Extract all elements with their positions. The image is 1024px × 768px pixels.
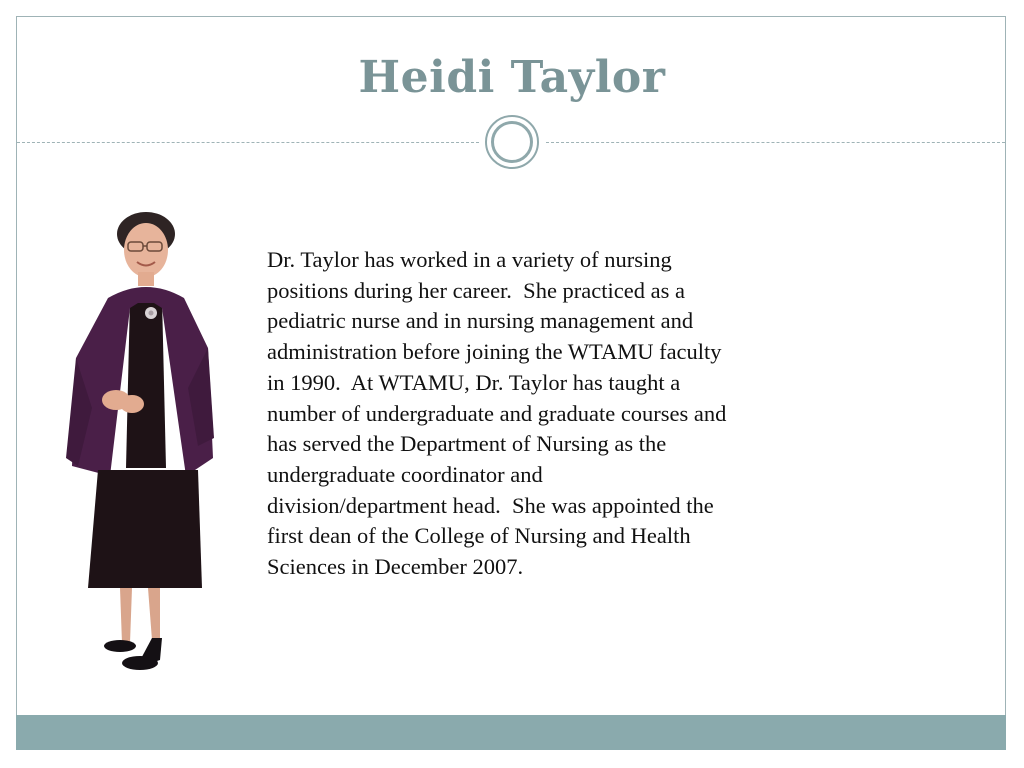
bio-line: in 1990. At WTAMU, Dr. Taylor has taught a <box>267 369 681 395</box>
title-divider-right <box>546 142 1005 143</box>
bio-line: has served the Department of Nursing as the <box>267 431 667 457</box>
shoe-shape <box>104 640 136 652</box>
bio-line: Dr. Taylor has worked in a variety of nursing <box>267 247 672 272</box>
bio-line: first dean of the College of Nursing and Health <box>267 523 691 549</box>
circle-ornament-icon <box>485 115 539 169</box>
slide-title: Heidi Taylor <box>358 52 666 103</box>
skirt-shape <box>88 470 202 588</box>
bio-line: positions during her career. She practiced as a <box>267 277 685 303</box>
title-divider-left <box>17 142 479 143</box>
bio-line: pediatric nurse and in nursing management and <box>267 308 694 334</box>
bio-line: division/department head. She was appointed the <box>267 492 714 518</box>
bio-text <box>267 245 867 583</box>
bio-line: administration before joining the WTAMU faculty <box>267 339 722 365</box>
portrait-photo <box>58 208 228 678</box>
bio-line: undergraduate coordinator and <box>267 461 543 487</box>
bio-line: number of undergraduate and graduate courses and <box>267 400 727 426</box>
footer-bar <box>16 715 1006 750</box>
bio-line: Sciences in December 2007. <box>267 554 524 580</box>
